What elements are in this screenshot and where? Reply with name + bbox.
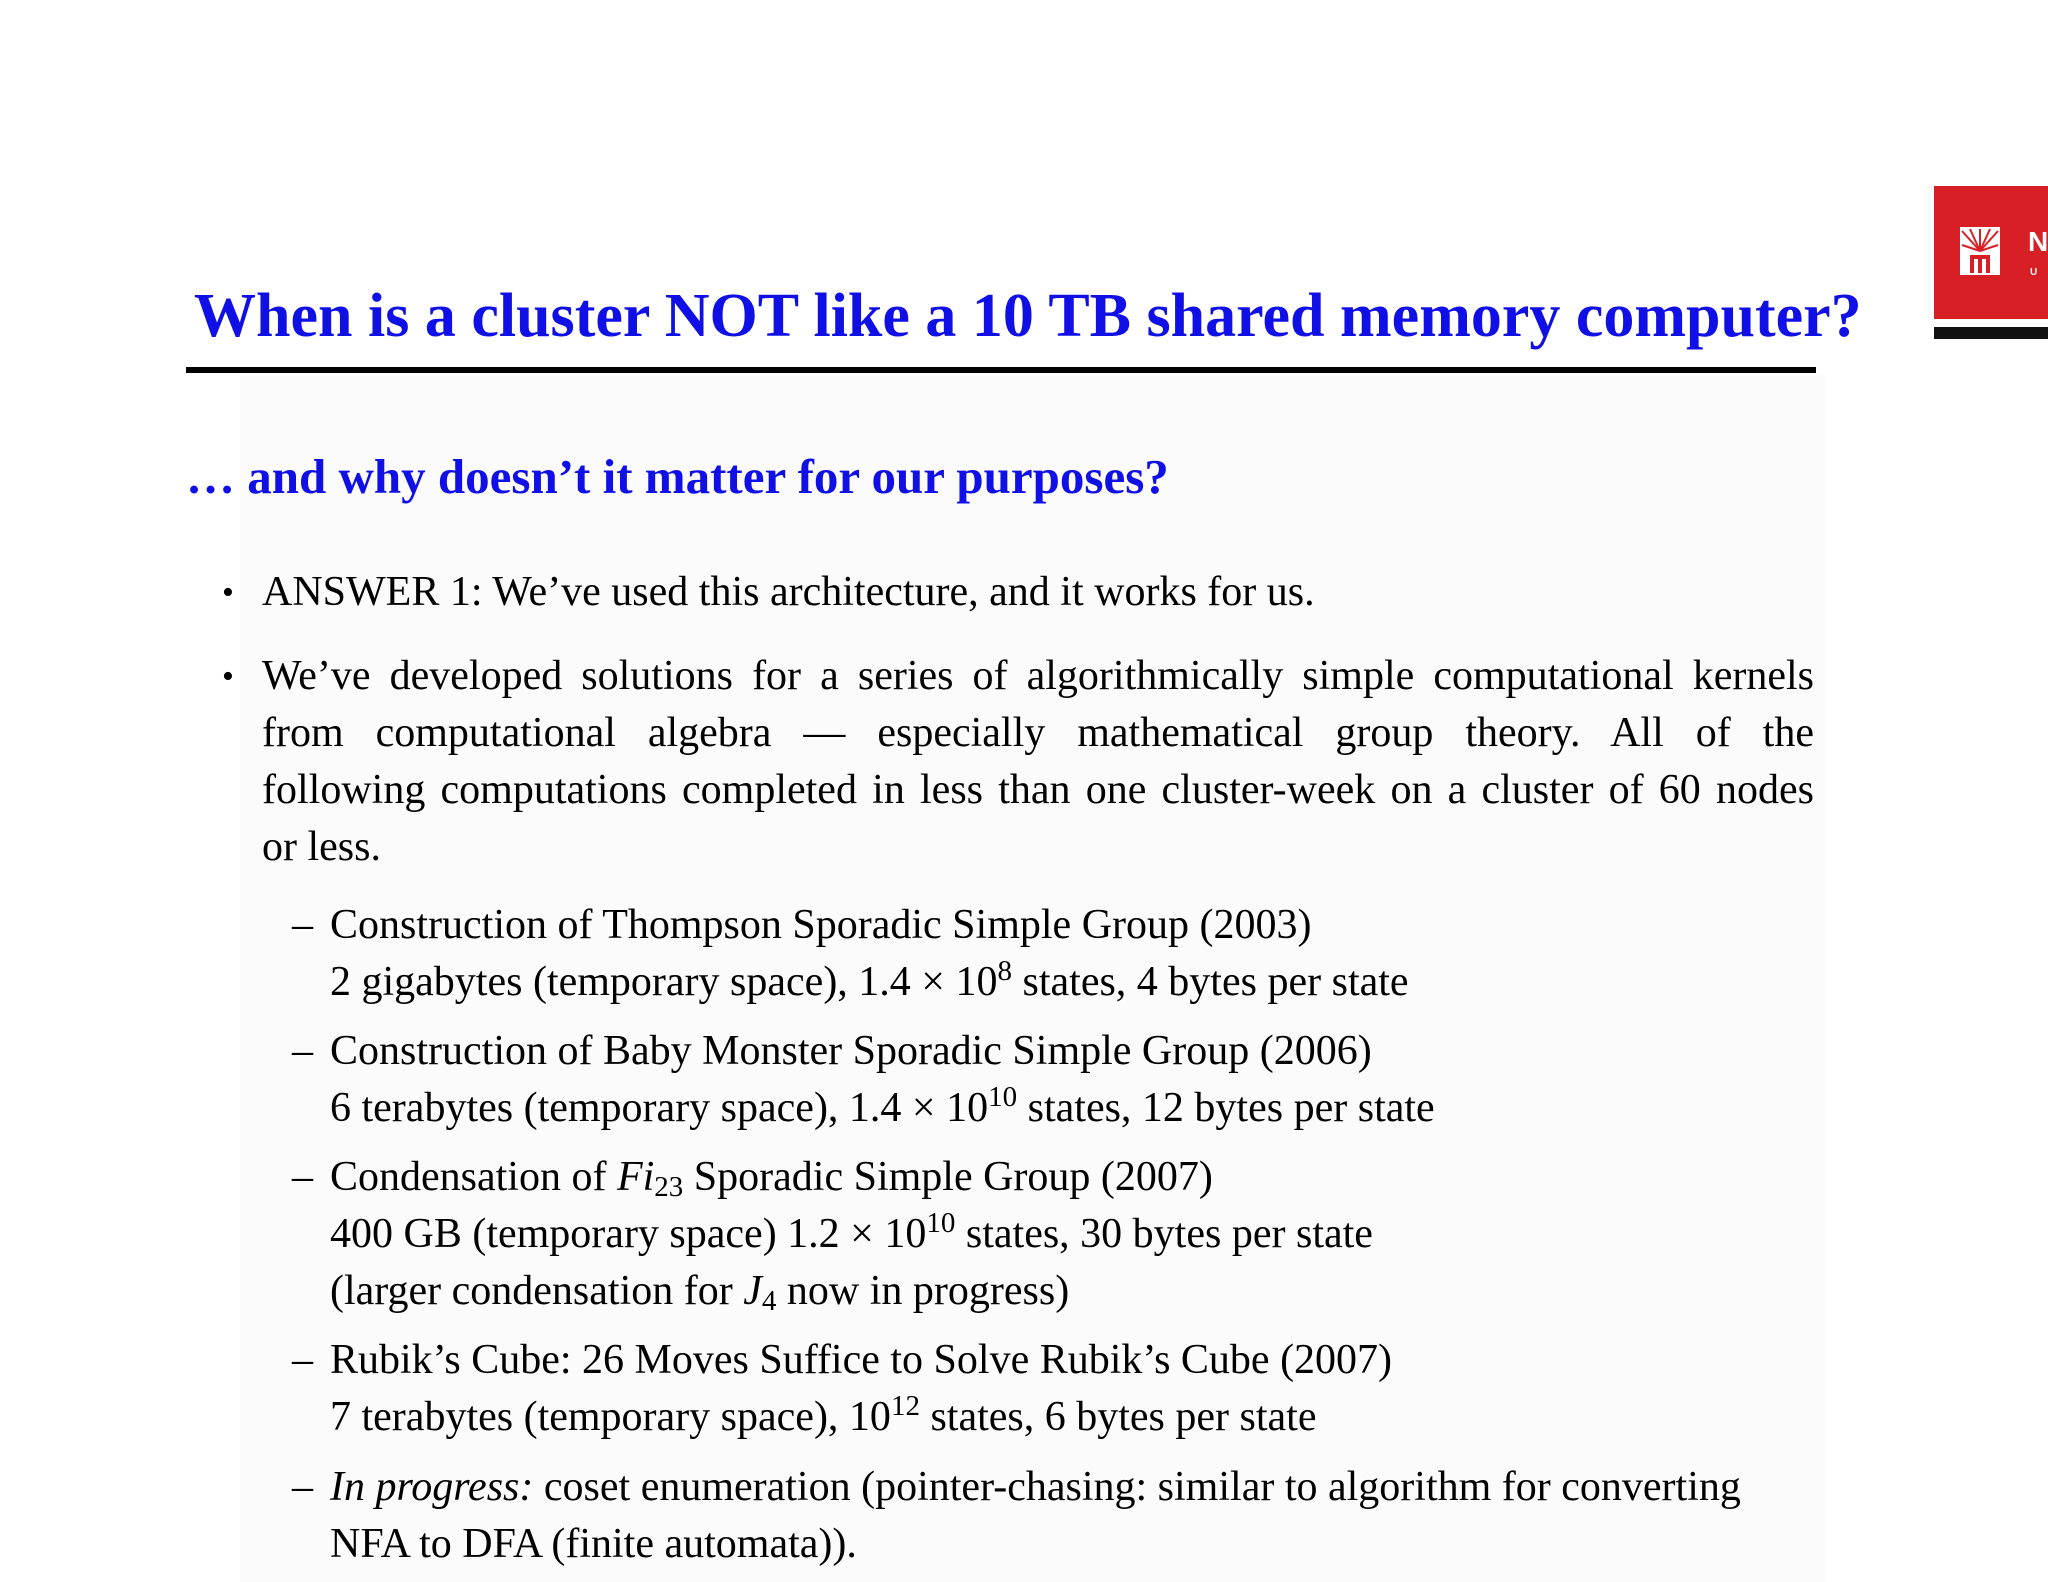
item-marker: – [292, 1028, 313, 1074]
exponent: 10 [988, 1081, 1018, 1113]
item-heading [330, 1459, 1741, 1516]
detail-text: 2 gigabytes (temporary space), 1.4 × 10 [330, 959, 998, 1005]
heading-text: coset enumeration (pointer-chasing: similar to algorithm for converting [533, 1464, 1741, 1510]
building-emblem-icon [1956, 221, 2004, 281]
item-marker: – [292, 902, 313, 948]
subscript: 4 [761, 1285, 777, 1317]
list-item-baby-monster [330, 1023, 1435, 1137]
university-logo [1934, 186, 2048, 319]
exponent: 12 [890, 1390, 920, 1422]
group-symbol: Fi [616, 1154, 655, 1200]
logo-letter: N [2028, 226, 2048, 257]
exponent: 8 [997, 955, 1012, 987]
note-text: now in progress) [776, 1268, 1070, 1314]
list-item-rubiks-cube [330, 1332, 1392, 1446]
detail-text: 400 GB (temporary space) 1.2 × 10 [330, 1211, 927, 1257]
logo-underline [1934, 327, 2048, 339]
emphasis-text: In progress: [330, 1464, 534, 1510]
detail-text: 7 terabytes (temporary space), 10 [330, 1394, 891, 1440]
bullet-marker: • [222, 574, 234, 611]
heading-text: Sporadic Simple Group (2007) [683, 1154, 1213, 1200]
list-item-in-progress [330, 1459, 1741, 1573]
bullet-line: or less. [262, 824, 381, 870]
item-heading: Rubik’s Cube: 26 Moves Suffice to Solve Rubik’s Cube (2007) [330, 1337, 1393, 1383]
list-item-fi23 [330, 1149, 1373, 1320]
item-detail [330, 1080, 1435, 1137]
item-marker: – [292, 1154, 313, 1200]
item-detail [330, 1389, 1392, 1446]
detail-text: states, 30 bytes per state [955, 1211, 1373, 1257]
item-marker: – [292, 1464, 313, 1510]
item-marker: – [292, 1337, 313, 1383]
bullet-line: We’ve developed solutions for a series of algorithmically simple computational kernels [262, 653, 1814, 699]
bullet-answer: ANSWER 1: We’ve used this architecture, and it works for us. [262, 569, 1315, 615]
list-item-thompson [330, 897, 1409, 1011]
item-heading [330, 1149, 1373, 1206]
bullet-solutions [262, 648, 1814, 876]
item-detail [330, 954, 1409, 1011]
slide-title: When is a cluster NOT like a 10 TB shared memory computer? [194, 282, 1862, 350]
item-heading: Construction of Thompson Sporadic Simple Group (2003) [330, 902, 1312, 948]
note-text: (larger condensation for [330, 1268, 744, 1314]
item-detail [330, 1206, 1373, 1263]
bullet-marker: • [222, 658, 234, 695]
slide-subtitle: … and why doesn’t it matter for our purposes? [186, 449, 1169, 504]
detail-text: states, 6 bytes per state [919, 1394, 1317, 1440]
exponent: 10 [926, 1207, 956, 1239]
detail-text: states, 4 bytes per state [1012, 959, 1409, 1005]
item-note [330, 1263, 1373, 1320]
logo-subtext: U [2030, 267, 2038, 278]
subscript: 23 [654, 1171, 684, 1203]
heading-text: Condensation of [330, 1154, 617, 1200]
detail-text: 6 terabytes (temporary space), 1.4 × 10 [330, 1085, 989, 1131]
group-symbol: J [743, 1268, 762, 1314]
detail-text: states, 12 bytes per state [1017, 1085, 1435, 1131]
bullet-line: from computational algebra — especially mathematical group theory. All of the [262, 710, 1814, 756]
title-underline [186, 367, 1816, 373]
item-heading: Construction of Baby Monster Sporadic Simple Group (2006) [330, 1028, 1372, 1074]
item-detail: NFA to DFA (finite automata)). [330, 1521, 857, 1567]
bullet-line: following computations completed in less than one cluster-week on a cluster of 60 nodes [262, 767, 1814, 813]
